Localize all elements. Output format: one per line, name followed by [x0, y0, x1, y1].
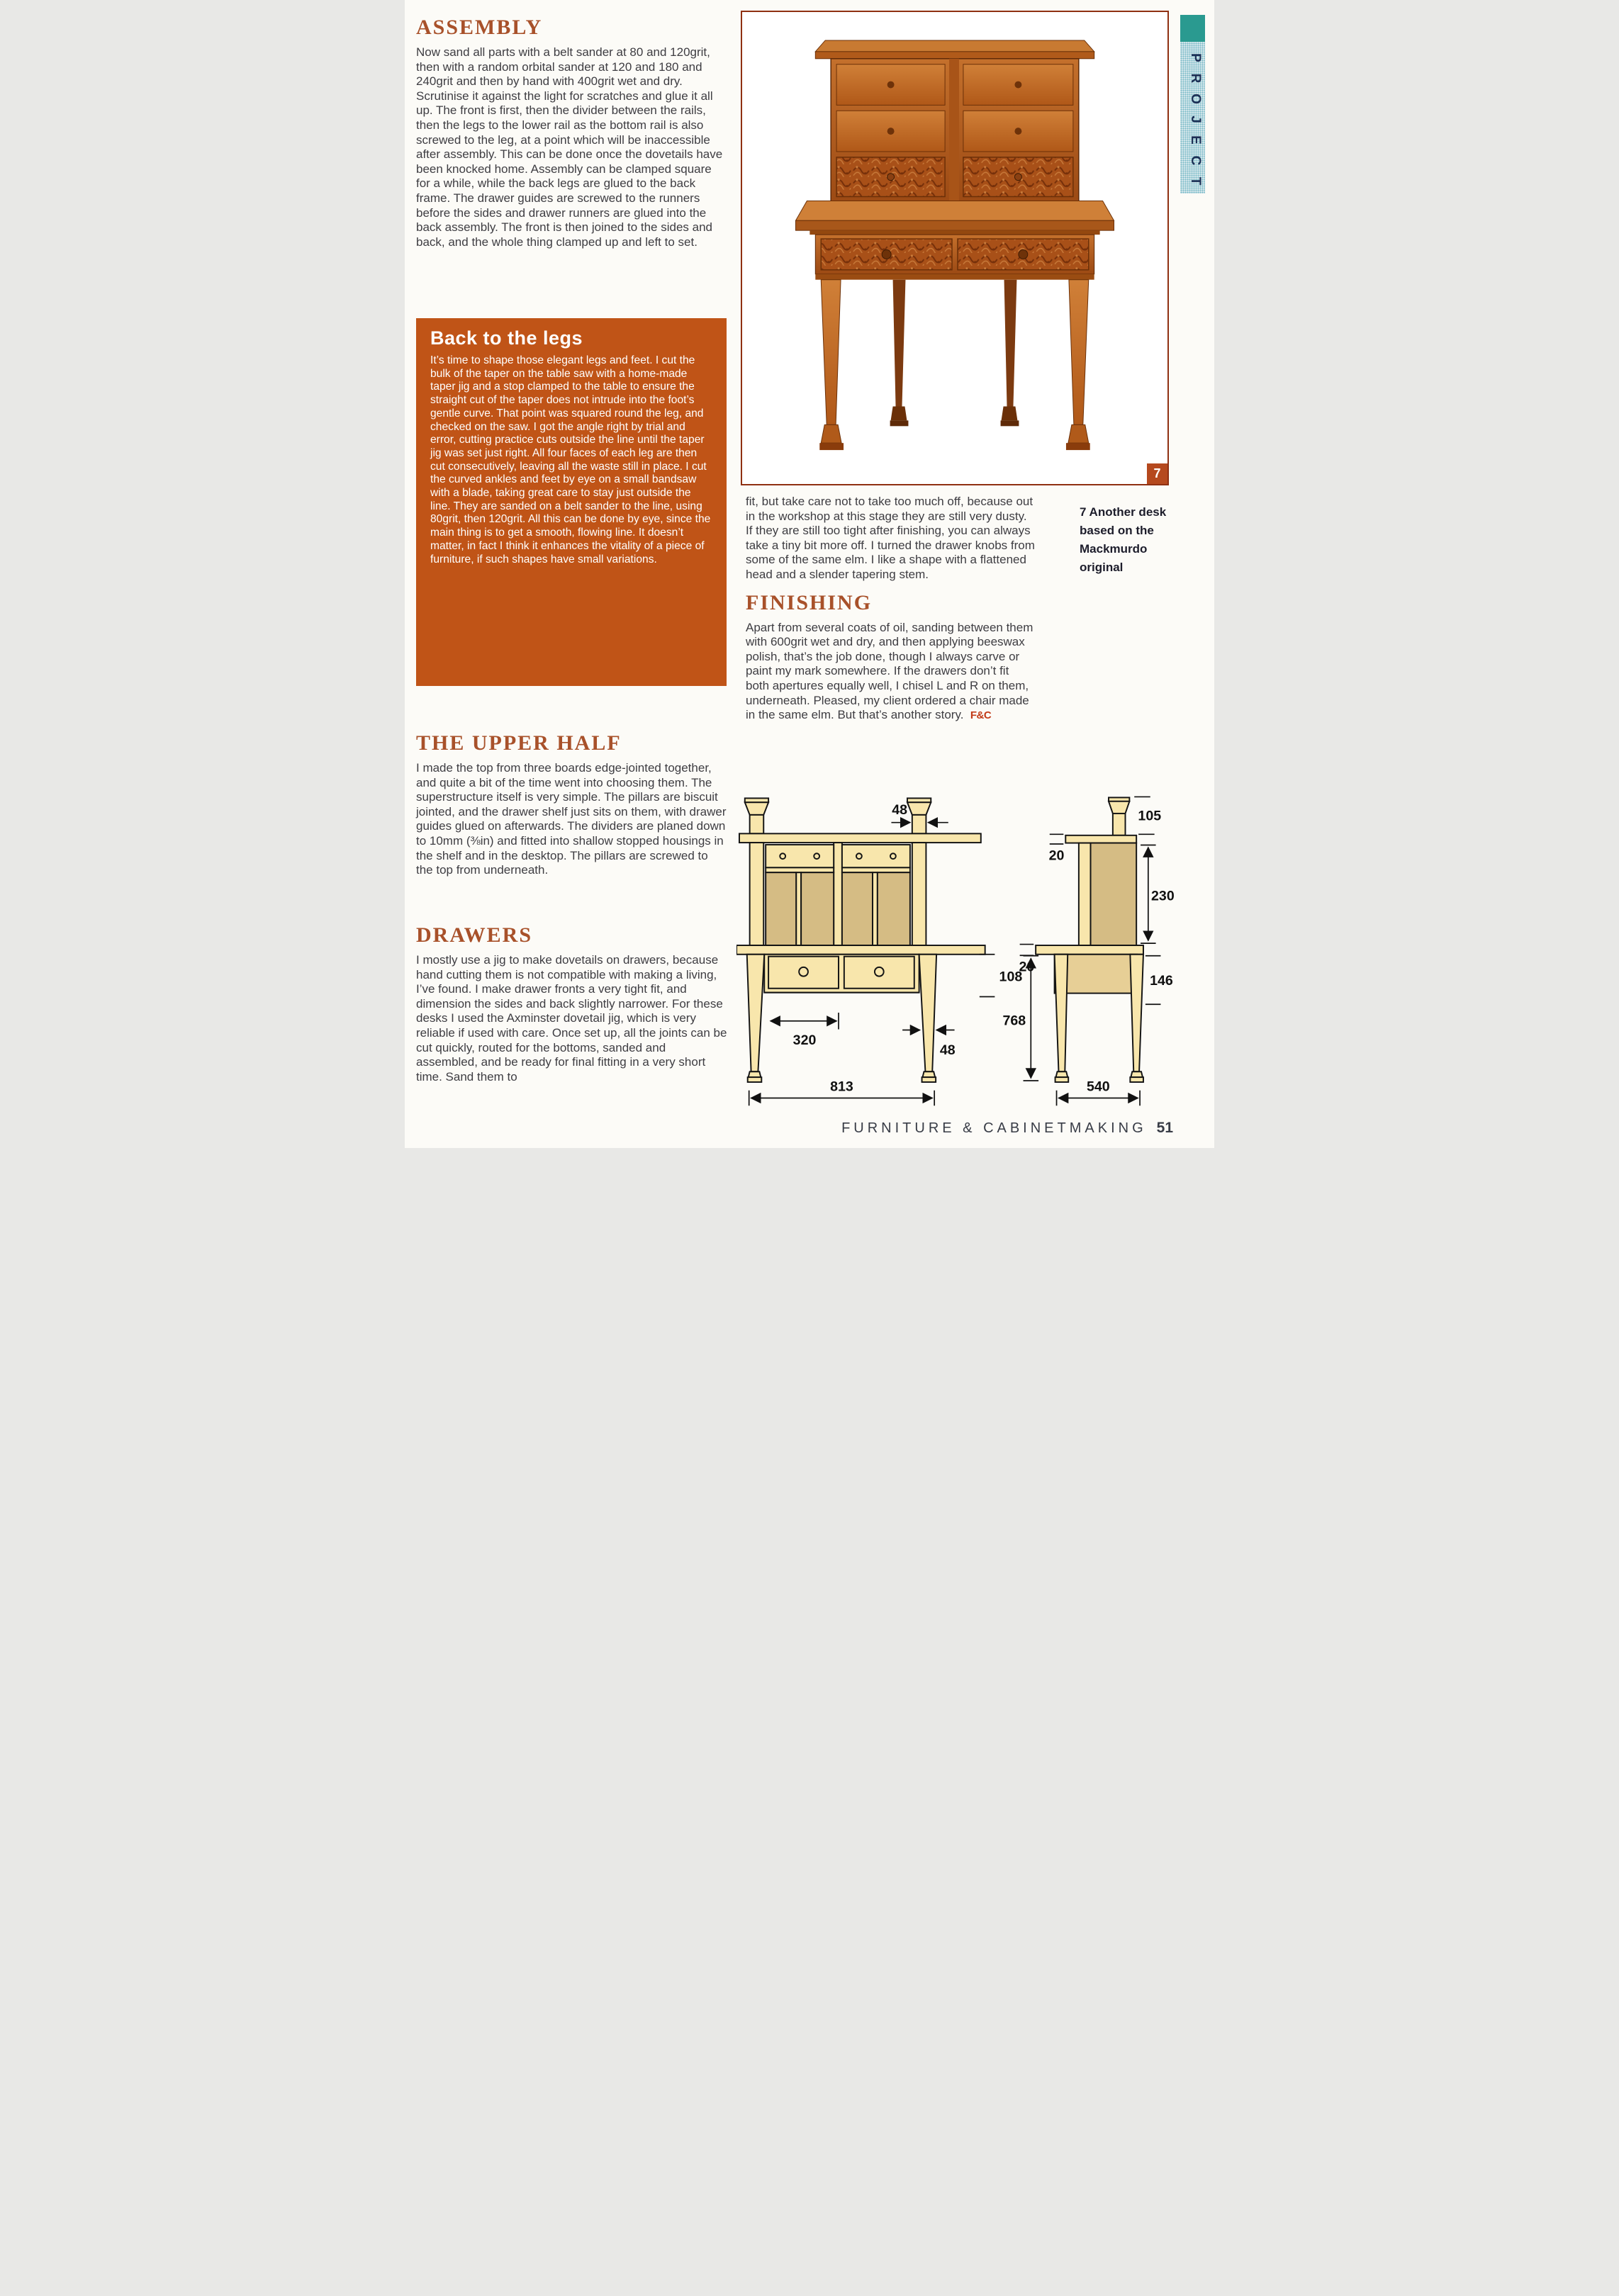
desk-photo	[741, 11, 1169, 485]
photo-caption: 7 Another desk based on the Mackmurdo original	[1080, 505, 1167, 574]
project-tab-label	[1180, 47, 1205, 191]
back-to-legs-heading: Back to the legs	[430, 327, 583, 349]
photo-number-badge: 7	[1147, 463, 1167, 484]
dim-label-pillar-width: 48	[892, 801, 908, 818]
project-letter: O	[1188, 94, 1203, 104]
dim-label-superstructure-height: 230	[1151, 888, 1175, 904]
dim-label-overall-width: 813	[830, 1079, 853, 1095]
assembly-section	[416, 16, 727, 249]
upper-half-body: I made the top from three boards edge-jointed together, and quite a bit of the time went into choosing them. The superstructure itself is very simple. The pillars are biscuit jointed, and the drawer shelf just sits on them, with drawer guides glued on afterwards. The dividers are planed down to 10mm (⅜in) and fitted into shallow stopped housings in the shelf and in the desktop. The pillars are screwed to the top from underneath.	[416, 761, 727, 877]
back-to-legs-panel	[416, 318, 727, 686]
magazine-title: FURNITURE & CABINETMAKING	[841, 1120, 1147, 1136]
elevation-drawing	[736, 778, 1177, 1115]
drawers-section	[416, 923, 728, 1084]
project-tab-block	[1180, 15, 1205, 42]
drawers-continuation: fit, but take care not to take too much off, because out in the workshop at this stage they are still very dusty. If they are still too tight after finishing, you can always take a tiny bit more off. I turned the drawer knobs from some of the same elm. I like a shape with a flattened head and a slender tapering stem.	[746, 495, 1035, 581]
dim-label-apron-height: 108	[999, 969, 1023, 985]
desk-photo-illustration	[742, 12, 1167, 484]
dim-label-depth: 540	[1086, 1079, 1110, 1095]
upper-half-section	[416, 731, 728, 878]
project-letter: E	[1188, 135, 1203, 145]
page-number: 51	[1156, 1120, 1173, 1136]
desk-measured-drawing	[736, 778, 1177, 1115]
project-letter: T	[1188, 176, 1203, 186]
dim-label-drawer-width: 320	[792, 1032, 817, 1049]
back-to-legs-body: It’s time to shape those elegant legs and feet. I cut the bulk of the taper on the table saw with a home-made taper jig and a stop clamped to the table to ensure the straight cut of the taper does not intrude into the foot’s gentle curve. That point was squared round the leg, and checked on the saw. I got the angle right by trial and error, cutting practice cuts outside the line until the taper jig was set just right. All four faces of each leg are then cut consecutively, leaving all the waste still in place. I cut the curved ankles and feet by eye on a small bandsaw with a blade, taking great care to stay just outside the line. They are sanded on a belt sander to the line, using 80grit, then 120grit. All this can be done by eye, since the main thing is to get a smooth, flowing line. It doesn’t matter, in fact I think it enhances the vitality of a piece of furniture, if such shapes have small variations.	[430, 354, 711, 565]
project-letter: J	[1188, 116, 1203, 123]
fc-logo: F&C	[970, 709, 992, 722]
middle-column	[746, 495, 1035, 724]
dim-label-shelf-thickness: 20	[1048, 848, 1065, 864]
magazine-page	[405, 0, 1214, 1148]
dim-label-rail-height: 146	[1150, 972, 1173, 989]
dim-label-leg-width: 48	[939, 1042, 956, 1058]
project-letter: P	[1188, 53, 1203, 62]
drawers-body: I mostly use a jig to make dovetails on drawers, because hand cutting them is not compatible with making a living, I’ve found. I make drawer fronts a very tight fit, and dimension the sides and back slightly narrower. For these desks I used the Axminster dovetail jig, which is very reliable if used with care. Once set up, all the joints can be cut quickly, routed for the bottoms, sanded and assembled, and be ready for final fitting in a very short time. Sand them to	[416, 953, 727, 1084]
dim-label-leg-height: 768	[1002, 1013, 1026, 1029]
project-tab	[1180, 15, 1205, 193]
page-footer	[841, 1120, 1173, 1137]
assembly-heading: ASSEMBLY	[416, 16, 543, 39]
finishing-heading: FINISHING	[746, 590, 873, 614]
finishing-text: Apart from several coats of oil, sanding between them with 600grit wet and dry, and then applying beeswax polish, that’s the job done, though I always carve or paint my mark somewhere. If the drawers don’t fit both apertures equally well, I chisel L and R on them, underneath. Pleased, my client ordered a chair made in the same elm. But that’s another story.	[746, 620, 1033, 722]
dim-label-top-thickness: 20	[1019, 959, 1035, 975]
dim-label-pillar-height: 105	[1138, 808, 1162, 824]
assembly-body: Now sand all parts with a belt sander at 80 and 120grit, then with a random orbital sander at 120 and 180 and 240grit and then by hand with 400grit wet and dry. Scrutinise it against the light for scratches and glue it all up. The front is first, then the divider between the rails, then the legs to the lower rail as the bottom rail is also screwed to the leg, at a point which will be inaccessible after assembly. This can be done once the dovetails have been knocked home. Assembly can be clamped square for a while, while the back legs are glued to the back frame. The drawer guides are screwed to the runners before the sides and drawer runners are glued into the back assembly. The front is then joined to the sides and back, and the whole thing clamped up and left to set.	[416, 45, 723, 249]
finishing-body	[746, 621, 1035, 724]
upper-half-heading: THE UPPER HALF	[416, 731, 622, 755]
project-letter: C	[1188, 155, 1203, 166]
project-letter: R	[1188, 73, 1203, 84]
drawers-heading: DRAWERS	[416, 923, 533, 947]
